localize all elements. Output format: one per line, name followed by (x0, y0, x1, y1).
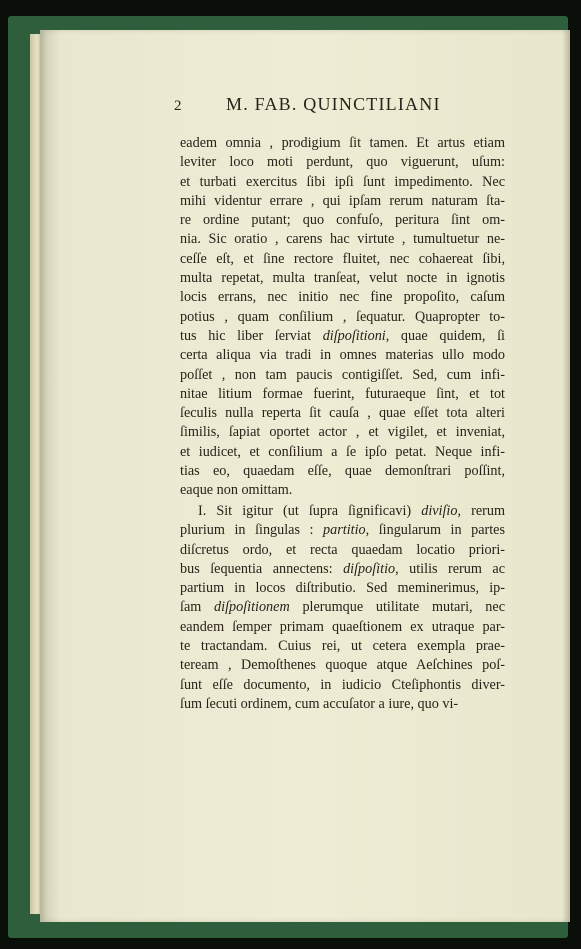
text-line: nia. Sic oratio , carens hac virtute , tumultuetur ne- (180, 231, 505, 248)
text-line: et iudicet, et conſilium a ſe ipſo petat. Neque infi- (180, 443, 505, 460)
text-line: eandem ſemper primam quaeſtionem ex utraque par- (180, 618, 505, 635)
text-segment: tus hic liber ſerviat (180, 327, 323, 344)
text-line: certa aliqua via tradi in omnes materias ullo modo (180, 347, 505, 364)
text-line: ſunt eſſe documento, in iudicio Cteſiphontis diver- (180, 676, 505, 693)
page-gutter-shadow (562, 30, 570, 922)
text-line: te tractandam. Cuius rei, ut cetera exempla prae- (180, 638, 505, 655)
text-line: re ordine putant; quo confuſo, peritura ſint om- (180, 212, 505, 229)
text-line: diſcretus ordo, et recta quaedam locatio priori- (180, 541, 505, 558)
text-line: poſſet , non tam paucis contigiſſet. Sed, cum infi- (180, 366, 505, 383)
text-line (180, 598, 505, 617)
page-header (174, 94, 514, 122)
italic-term: diſpoſitionem (214, 599, 290, 616)
text-line: eaque non omittam. (180, 482, 293, 499)
text-line: teream , Demoſthenes quoque atque Aeſchines poſ- (180, 657, 505, 674)
italic-term: diſpoſitioni (322, 327, 386, 344)
text-line (180, 521, 505, 540)
paragraph-2 (180, 502, 505, 714)
italic-term: diviſio (421, 503, 458, 519)
text-segment: , quae quidem, ſi (385, 327, 505, 344)
text-line: tias eo, quaedam eſſe, quae demonſtrari poſſint, (180, 463, 505, 480)
text-line: ceſſe eſt, et ſine rectore fluitet, nec cohaereat ſibi, (180, 250, 505, 267)
text-line: ſum ſecuti ordinem, cum accuſator a iure, quo vi- (180, 695, 459, 712)
text-segment: , utilis rerum ac (395, 560, 505, 577)
text-line: multa repetat, multa tranſeat, velut nocte in ignotis (180, 270, 505, 287)
text-line: potius , quam conſilium , ſequatur. Quapropter to- (180, 308, 505, 325)
text-line: partium in locos diſtributio. Sed meminerimus, ip- (180, 580, 505, 597)
text-segment: bus ſequentia annectens: (180, 560, 344, 577)
italic-term: diſpoſitio (343, 560, 396, 577)
text-line: locis errans, nec initio nec fine propoſito, caſum (180, 289, 505, 306)
text-segment: I. Sit igitur (ut ſupra ſignificavi) (198, 503, 422, 519)
page-number: 2 (174, 98, 182, 114)
text-segment: plurium in ſingulas : (180, 522, 324, 539)
text-segment: , ſingularum in partes (365, 522, 506, 539)
text-line: leviter loco moti perdunt, quo viguerunt, uſum: (180, 154, 505, 171)
text-line: mihi videntur errare , qui ipſam rerum naturam ſta- (180, 192, 505, 209)
text-line: ſimilis, ſapiat oportet actor , et vigilet, et inveniat, (180, 424, 505, 441)
text-line: et turbati exercitus ſibi ipſi ſunt impedimento. Nec (180, 173, 505, 190)
text-line (180, 502, 505, 521)
text-line: ſeculis nulla reperta ſit cauſa , quae eſſet tota alteri (180, 405, 505, 422)
text-line: eadem omnia , prodigium ſit tamen. Et artus etiam (180, 135, 505, 151)
italic-term: partitio (323, 522, 366, 539)
text-segment: , rerum (457, 503, 505, 519)
text-line (180, 327, 505, 346)
paragraph-1 (180, 134, 505, 501)
text-segment: plerumque utilitate mutari, nec (289, 599, 505, 616)
text-segment: ſam (180, 599, 215, 616)
text-line (180, 560, 505, 579)
text-line: nitae litium formae fuerint, futuraeque ſint, et tot (180, 385, 505, 402)
running-title: M. FAB. QUINCTILIANI (226, 94, 441, 114)
